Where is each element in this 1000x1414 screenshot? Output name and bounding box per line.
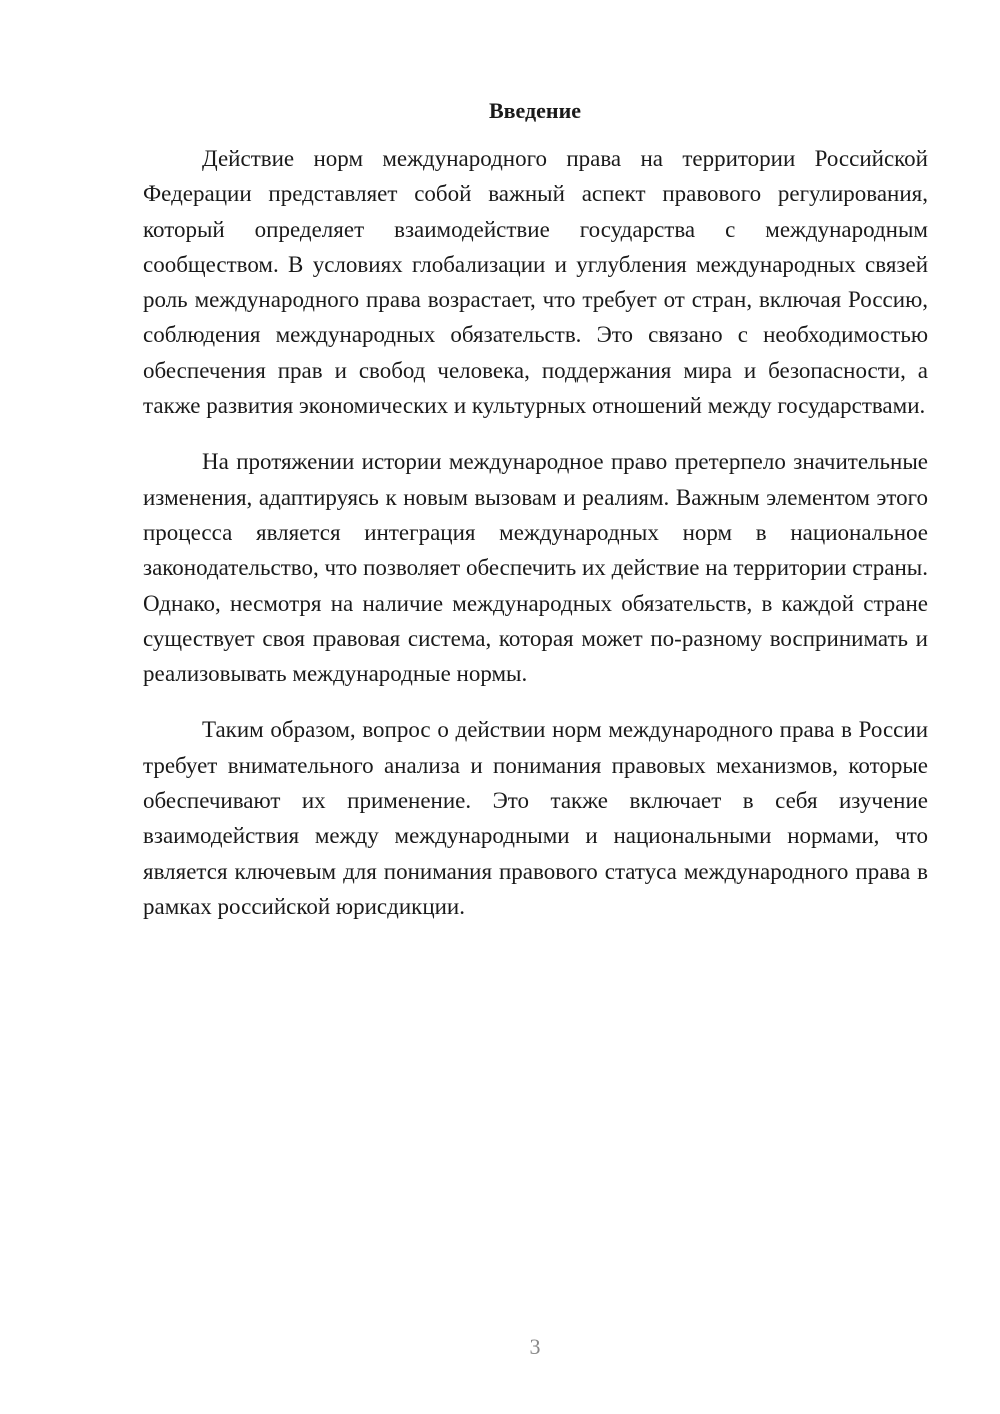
paragraph-3: Таким образом, вопрос о действии норм международного права в России требует внимательного анализа и понимания правовых механизмов, которые обеспечивают их применение. Это также включает в себя изучение взаимодействия между международными и национальными нормами, что является ключевым для понимания правового статуса международного права в рамках российской юрисдикции. xyxy=(143,717,928,919)
paragraph-2: На протяжении истории международное право претерпело значительные изменения, адаптируясь к новым вызовам и реалиям. Важным элементом этого процесса является интеграция международных норм в национальное законодательство, что позволяет обеспечить их действие на территории страны. Однако, несмотря на наличие международных обязательств, в каждой стране существует своя правовая система, которая может по-разному воспринимать и реализовывать международные нормы. xyxy=(143,449,928,687)
page-title: Введение xyxy=(488,98,582,123)
body-text xyxy=(143,141,928,945)
paragraph-1: Действие норм международного права на территории Российской Федерации представляет собой важный аспект правового регулирования, который определяет взаимодействие государства с международным сообществом. В условиях глобализации и углубления международных связей роль международного права возрастает, что требует от стран, включая Россию, соблюдения международных обязательств. Это связано с необходимостью обеспечения прав и свобод человека, поддержания мира и безопасности, а также развития экономических и культурных отношений между государствами. xyxy=(143,146,928,419)
page-number: 3 xyxy=(529,1334,541,1359)
